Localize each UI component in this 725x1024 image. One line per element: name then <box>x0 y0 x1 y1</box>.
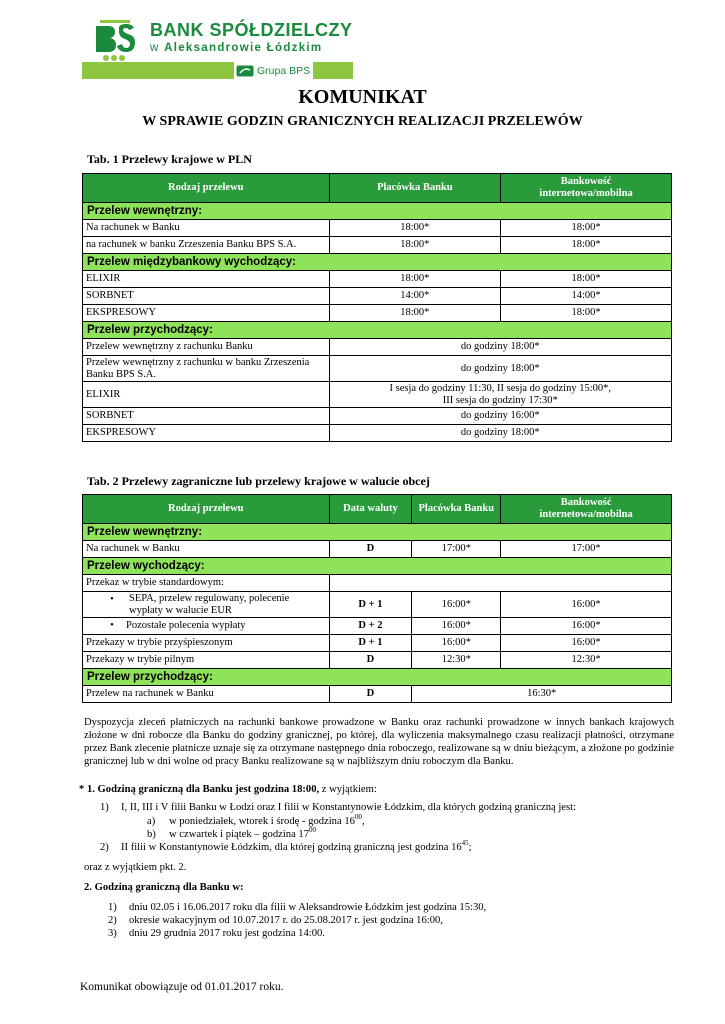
bank-logo-emblem-icon <box>92 18 138 62</box>
table-row: SORBNET do godziny 16:00* <box>83 408 672 425</box>
note1-b-num: b) <box>147 829 156 840</box>
table-row: ELIXIR 18:00* 18:00* <box>83 271 672 288</box>
table-row: Przelew wewnętrzny z rachunku w banku Zrzeszenia Banku BPS S.A. do godziny 18:00* <box>83 356 672 382</box>
note1-b: w czwartek i piątek – godzina $17^{00}$ <box>169 826 317 840</box>
note1-item2-num: 2) <box>100 842 109 853</box>
note2-item-num: 1) <box>108 902 117 913</box>
note2-item: okresie wakacyjnym od 10.07.2017 r. do 25.08.2017 r. jest godzina 16:00, <box>129 915 443 926</box>
bank-location: w Aleksandrowie Łódzkim <box>150 42 323 54</box>
table-row: Przelew wewnętrzny z rachunku Banku do godziny 18:00* <box>83 339 672 356</box>
col-header-value-date: Data waluty <box>329 495 412 524</box>
section-incoming: Przelew przychodzący: <box>83 669 672 686</box>
grupa-bps-icon <box>236 65 254 77</box>
col-header-branch: Placówka Banku <box>329 174 501 203</box>
col-header-type: Rodzaj przelewu <box>83 174 330 203</box>
table2-caption: Tab. 2 Przelewy zagraniczne lub przelewy krajowe w walucie obcej <box>87 474 430 488</box>
note2-item: dniu 02.05 i 16.06.2017 roku dla filii w Aleksandrowie Łódzkim jest godzina 15:30, <box>129 902 487 913</box>
table-row: SORBNET 14:00* 14:00* <box>83 288 672 305</box>
table-row: Przelew na rachunek w Banku D 16:30* <box>83 686 672 703</box>
group-name: Grupa BPS <box>257 64 311 77</box>
note2-heading: 2. Godziną graniczną dla Banku w: <box>84 882 244 893</box>
note2-item-num: 3) <box>108 928 117 939</box>
note1-a-num: a) <box>147 816 156 827</box>
note1-closing: oraz z wyjątkiem pkt. 2. <box>84 862 187 873</box>
table-row: Na rachunek w Banku 18:00* 18:00* <box>83 220 672 237</box>
section-incoming: Przelew przychodzący: <box>83 322 672 339</box>
table-row: Przekazy w trybie przyśpieszonym D + 1 16:00* 16:00* <box>83 635 672 652</box>
note2-item: dniu 29 grudnia 2017 roku jest godzina 14:00. <box>129 928 325 939</box>
col-header-branch: Placówka Banku <box>412 495 501 524</box>
note2-item-num: 2) <box>108 915 117 926</box>
note1-heading: * 1. Godziną graniczną dla Banku jest godzina 18:00, z wyjątkiem: <box>79 784 377 795</box>
table-domestic-transfers <box>82 173 672 442</box>
disposition-paragraph: Dyspozycja zleceń płatniczych na rachunki bankowe prowadzone w Banku oraz rachunki prowadzone w innych bankach krajowych złożone w dni robocze dla Banku do godziny granicznej, po której, dla wyliczenia maksymalnego czasu realizacji płatności, otrzymane przez Bank zlecenie płatnicze uznaje się za otrzymane następnego dnia roboczego, realizowane są w dniu bieżącym, a złożone po godzinie granicznej lub w dni wolne od pracy Banku realizowane są w najbliższym dniu roboczym dla Banku. <box>84 717 674 767</box>
note1-a: w poniedziałek, wtorek i środę - godzina $16^{00}$, <box>169 813 365 827</box>
bullet-icon: • <box>110 620 114 631</box>
section-internal: Przelew wewnętrzny: <box>83 524 672 541</box>
table1-caption: Tab. 1 Przelewy krajowe w PLN <box>87 152 252 166</box>
table-row: na rachunek w banku Zrzeszenia Banku BPS S.A. 18:00* 18:00* <box>83 237 672 254</box>
table-row: • Pozostałe polecenia wypłaty D + 2 16:00* 16:00* <box>83 618 672 635</box>
table-row: EKSPRESOWY 18:00* 18:00* <box>83 305 672 322</box>
table-row: ELIXIR I sesja do godziny 11:30, II sesja do godziny 15:00*, III sesja do godziny 17:30* <box>83 382 672 408</box>
table-row: Przekazy w trybie pilnym D 12:30* 12:30* <box>83 652 672 669</box>
page-title: KOMUNIKAT <box>298 86 427 108</box>
section-interbank-outgoing: Przelew międzybankowy wychodzący: <box>83 254 672 271</box>
page-subtitle: W SPRAWIE GODZIN GRANICZNYCH REALIZACJI PRZELEWÓW <box>142 114 583 129</box>
table-row: • SEPA, przelew regulowany, polecenie wypłaty w walucie EUR D + 1 16:00* 16:00* <box>83 592 672 618</box>
table-foreign-transfers <box>82 494 672 703</box>
note1-item1: I, II, III i V filii Banku w Łodzi oraz I filii w Konstantynowie Łódzkim, dla których godziną graniczną jest: <box>121 802 577 813</box>
col-header-online: Bankowość internetowa/mobilna <box>501 495 672 524</box>
table-row: Na rachunek w Banku D 17:00* 17:00* <box>83 541 672 558</box>
section-internal: Przelew wewnętrzny: <box>83 203 672 220</box>
note1-item2: II filii w Konstantynowie Łódzkim, dla której godziną graniczną jest godzina $16^{45}$; <box>121 839 472 853</box>
note1-item-num: 1) <box>100 802 109 813</box>
table-row: Przekaz w trybie standardowym: <box>83 575 672 592</box>
bank-name: BANK SPÓŁDZIELCZY <box>150 20 353 40</box>
footer-validity: Komunikat obowiązuje od 01.01.2017 roku. <box>80 981 284 993</box>
col-header-type: Rodzaj przelewu <box>83 495 330 524</box>
table-row: EKSPRESOWY do godziny 18:00* <box>83 425 672 442</box>
group-badge <box>234 62 313 79</box>
bullet-icon: • <box>110 594 114 605</box>
col-header-online: Bankowość internetowa/mobilna <box>501 174 672 203</box>
section-outgoing: Przelew wychodzący: <box>83 558 672 575</box>
